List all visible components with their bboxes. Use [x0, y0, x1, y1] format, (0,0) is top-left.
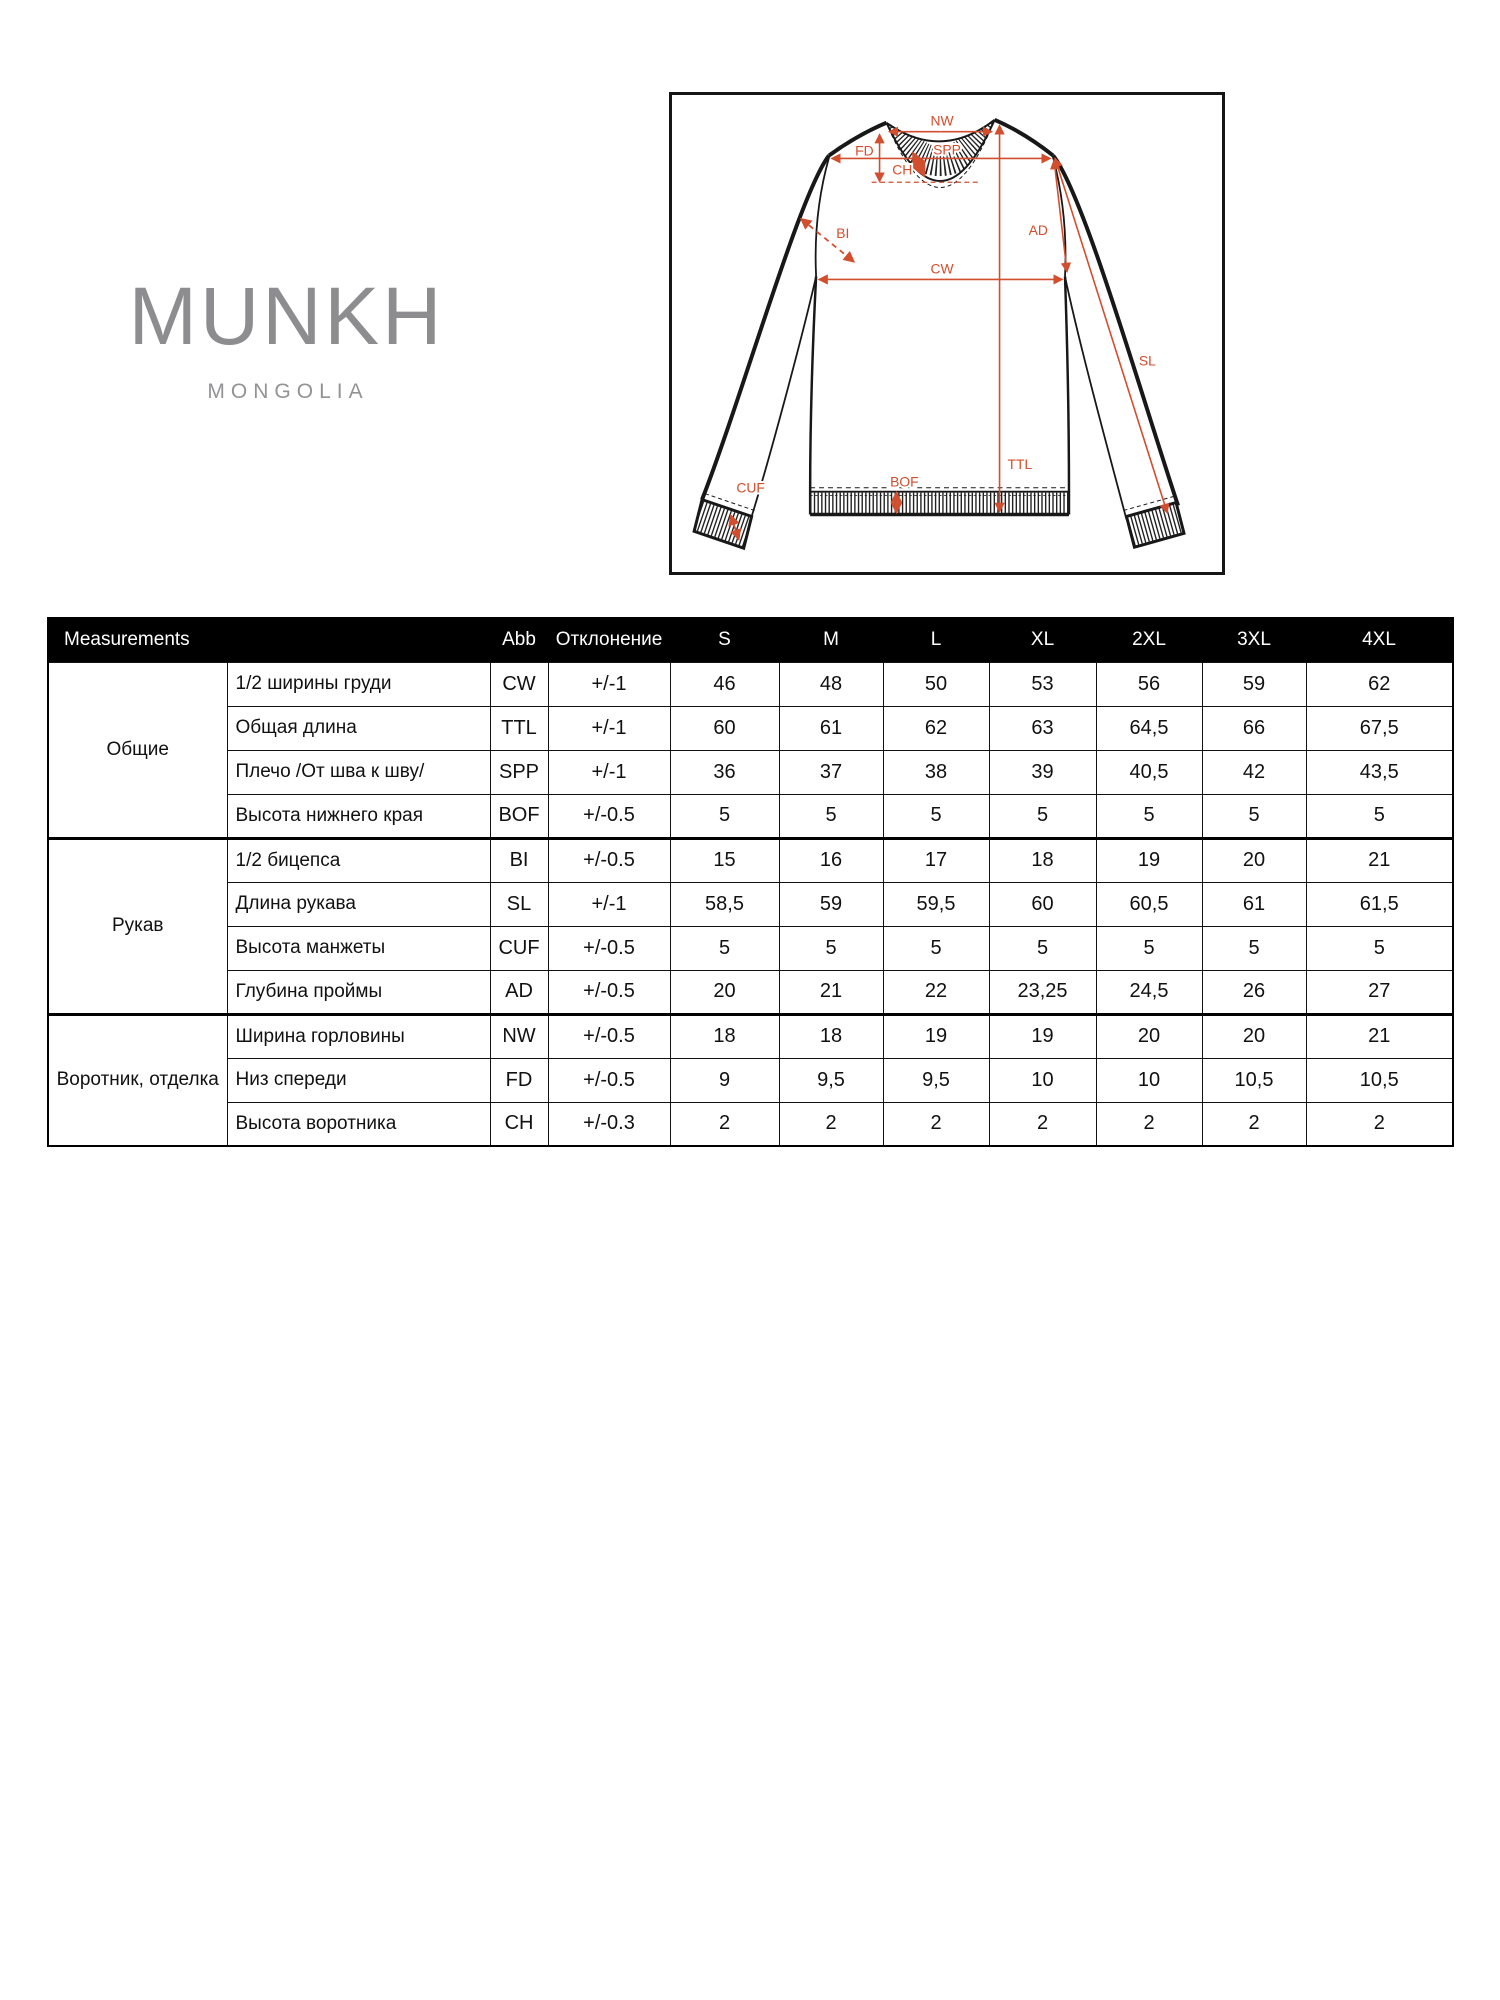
body-left-side — [810, 276, 816, 514]
body-right-side — [1065, 276, 1069, 514]
size-value-cell: 2 — [1306, 1102, 1453, 1146]
size-value-cell: 5 — [1202, 926, 1306, 970]
size-value-cell: 59 — [1202, 662, 1306, 706]
abb-cell: CH — [490, 1102, 548, 1146]
size-value-cell: 60,5 — [1096, 882, 1202, 926]
size-value-cell: 61 — [779, 706, 883, 750]
abb-cell: BI — [490, 838, 548, 882]
size-value-cell: 5 — [1306, 926, 1453, 970]
table-row — [48, 794, 1453, 838]
deviation-cell: +/-0.5 — [548, 970, 670, 1014]
abb-cell: CW — [490, 662, 548, 706]
size-value-cell: 46 — [670, 662, 779, 706]
size-value-cell: 27 — [1306, 970, 1453, 1014]
size-value-cell: 2 — [1096, 1102, 1202, 1146]
size-value-cell: 19 — [1096, 838, 1202, 882]
brand-name: MUNKH — [128, 271, 445, 362]
table-row — [48, 706, 1453, 750]
measurement-name-cell: 1/2 ширины груди — [227, 662, 490, 706]
size-value-cell: 64,5 — [1096, 706, 1202, 750]
size-value-cell: 20 — [1202, 1014, 1306, 1058]
size-value-cell: 5 — [883, 794, 989, 838]
size-table — [47, 617, 1454, 1147]
size-value-cell: 5 — [1096, 926, 1202, 970]
size-value-cell: 21 — [1306, 1014, 1453, 1058]
header-deviation: Отклонение — [548, 618, 670, 662]
deviation-cell: +/-1 — [548, 882, 670, 926]
ttl-label: TTL — [1007, 455, 1033, 472]
size-value-cell: 48 — [779, 662, 883, 706]
measurement-name-cell: Глубина проймы — [227, 970, 490, 1014]
size-value-cell: 20 — [1096, 1014, 1202, 1058]
ad-label: AD — [1028, 221, 1048, 238]
sl-label: SL — [1138, 352, 1156, 369]
deviation-cell: +/-1 — [548, 662, 670, 706]
deviation-cell: +/-0.5 — [548, 1058, 670, 1102]
cuf-label: CUF — [736, 479, 765, 496]
header-size-4xl: 4XL — [1306, 618, 1453, 662]
header-measurements: Measurements — [48, 618, 490, 662]
size-value-cell: 2 — [883, 1102, 989, 1146]
group-cell: Общие — [48, 662, 227, 838]
size-value-cell: 23,25 — [989, 970, 1096, 1014]
measurement-name-cell: Высота воротника — [227, 1102, 490, 1146]
size-value-cell: 53 — [989, 662, 1096, 706]
size-value-cell: 39 — [989, 750, 1096, 794]
sweater-diagram-svg — [672, 95, 1222, 572]
group-cell: Воротник, отделка — [48, 1014, 227, 1146]
header-size-s: S — [670, 618, 779, 662]
table-row — [48, 970, 1453, 1014]
size-value-cell: 18 — [670, 1014, 779, 1058]
size-value-cell: 24,5 — [1096, 970, 1202, 1014]
table-row — [48, 838, 1453, 882]
brand-subtitle: MONGOLIA — [207, 380, 369, 403]
abb-cell: TTL — [490, 706, 548, 750]
header-abb: Abb — [490, 618, 548, 662]
size-value-cell: 20 — [1202, 838, 1306, 882]
size-value-cell: 10 — [1096, 1058, 1202, 1102]
size-value-cell: 2 — [670, 1102, 779, 1146]
size-value-cell: 10,5 — [1202, 1058, 1306, 1102]
deviation-cell: +/-0.5 — [548, 1014, 670, 1058]
abb-cell: FD — [490, 1058, 548, 1102]
size-value-cell: 60 — [670, 706, 779, 750]
size-value-cell: 36 — [670, 750, 779, 794]
size-value-cell: 22 — [883, 970, 989, 1014]
size-value-cell: 67,5 — [1306, 706, 1453, 750]
measurement-name-cell: Высота манжеты — [227, 926, 490, 970]
size-value-cell: 9,5 — [779, 1058, 883, 1102]
deviation-cell: +/-1 — [548, 706, 670, 750]
abb-cell: AD — [490, 970, 548, 1014]
header-size-3xl: 3XL — [1202, 618, 1306, 662]
size-value-cell: 15 — [670, 838, 779, 882]
size-value-cell: 19 — [883, 1014, 989, 1058]
table-row — [48, 882, 1453, 926]
nw-label: NW — [930, 112, 954, 129]
size-value-cell: 2 — [989, 1102, 1096, 1146]
size-value-cell: 5 — [1202, 794, 1306, 838]
bi-label: BI — [836, 224, 850, 241]
size-value-cell: 56 — [1096, 662, 1202, 706]
sweater-diagram-box — [669, 92, 1225, 575]
fd-label: FD — [855, 142, 874, 159]
size-value-cell: 62 — [883, 706, 989, 750]
measurement-name-cell: Ширина горловины — [227, 1014, 490, 1058]
size-value-cell: 17 — [883, 838, 989, 882]
size-value-cell: 19 — [989, 1014, 1096, 1058]
size-value-cell: 2 — [779, 1102, 883, 1146]
brand-logo — [112, 271, 458, 404]
size-value-cell: 42 — [1202, 750, 1306, 794]
table-header-row — [48, 618, 1453, 662]
size-value-cell: 43,5 — [1306, 750, 1453, 794]
header-size-l: L — [883, 618, 989, 662]
header-size-m: M — [779, 618, 883, 662]
abb-cell: SPP — [490, 750, 548, 794]
header-size-2xl: 2XL — [1096, 618, 1202, 662]
deviation-cell: +/-0.5 — [548, 794, 670, 838]
abb-cell: BOF — [490, 794, 548, 838]
measurement-labels — [736, 113, 1156, 496]
table-row — [48, 750, 1453, 794]
size-value-cell: 21 — [1306, 838, 1453, 882]
measurement-name-cell: 1/2 бицепса — [227, 838, 490, 882]
measurement-name-cell: Высота нижнего края — [227, 794, 490, 838]
deviation-cell: +/-0.3 — [548, 1102, 670, 1146]
size-value-cell: 26 — [1202, 970, 1306, 1014]
abb-cell: SL — [490, 882, 548, 926]
size-value-cell: 50 — [883, 662, 989, 706]
size-value-cell: 62 — [1306, 662, 1453, 706]
right-sleeve-outer — [1053, 155, 1178, 505]
group-cell: Рукав — [48, 838, 227, 1014]
size-value-cell: 9 — [670, 1058, 779, 1102]
size-value-cell: 5 — [883, 926, 989, 970]
deviation-cell: +/-0.5 — [548, 926, 670, 970]
size-value-cell: 58,5 — [670, 882, 779, 926]
size-value-cell: 21 — [779, 970, 883, 1014]
ch-label: CH — [892, 161, 913, 178]
size-value-cell: 10 — [989, 1058, 1096, 1102]
table-row — [48, 1102, 1453, 1146]
right-cuff-ribbing — [1130, 517, 1180, 531]
size-value-cell: 63 — [989, 706, 1096, 750]
size-value-cell: 40,5 — [1096, 750, 1202, 794]
size-value-cell: 5 — [1096, 794, 1202, 838]
size-value-cell: 61 — [1202, 882, 1306, 926]
size-value-cell: 5 — [989, 794, 1096, 838]
table-body — [48, 662, 1453, 1146]
size-value-cell: 59 — [779, 882, 883, 926]
size-value-cell: 18 — [779, 1014, 883, 1058]
size-value-cell: 5 — [670, 794, 779, 838]
abb-cell: CUF — [490, 926, 548, 970]
measurement-name-cell: Длина рукава — [227, 882, 490, 926]
table-row — [48, 926, 1453, 970]
size-value-cell: 38 — [883, 750, 989, 794]
measurement-name-cell: Плечо /От шва к шву/ — [227, 750, 490, 794]
size-value-cell: 37 — [779, 750, 883, 794]
size-value-cell: 61,5 — [1306, 882, 1453, 926]
size-value-cell: 18 — [989, 838, 1096, 882]
table-row — [48, 1058, 1453, 1102]
size-value-cell: 5 — [779, 926, 883, 970]
measurement-name-cell: Общая длина — [227, 706, 490, 750]
size-value-cell: 59,5 — [883, 882, 989, 926]
deviation-cell: +/-1 — [548, 750, 670, 794]
left-cuff-ribbing — [698, 515, 748, 532]
size-value-cell: 16 — [779, 838, 883, 882]
size-value-cell: 5 — [670, 926, 779, 970]
cw-label: CW — [930, 260, 954, 277]
measurement-name-cell: Низ спереди — [227, 1058, 490, 1102]
header-size-xl: XL — [989, 618, 1096, 662]
size-value-cell: 2 — [1202, 1102, 1306, 1146]
size-value-cell: 60 — [989, 882, 1096, 926]
size-value-cell: 10,5 — [1306, 1058, 1453, 1102]
size-value-cell: 9,5 — [883, 1058, 989, 1102]
size-value-cell: 66 — [1202, 706, 1306, 750]
table-row — [48, 662, 1453, 706]
measurement-arrows — [731, 126, 1167, 540]
size-value-cell: 20 — [670, 970, 779, 1014]
abb-cell: NW — [490, 1014, 548, 1058]
bof-label: BOF — [890, 473, 919, 490]
size-value-cell: 5 — [989, 926, 1096, 970]
spp-label: SPP — [933, 141, 961, 158]
table-row — [48, 1014, 1453, 1058]
size-value-cell: 5 — [779, 794, 883, 838]
right-shoulder — [995, 120, 1054, 156]
size-value-cell: 5 — [1306, 794, 1453, 838]
deviation-cell: +/-0.5 — [548, 838, 670, 882]
